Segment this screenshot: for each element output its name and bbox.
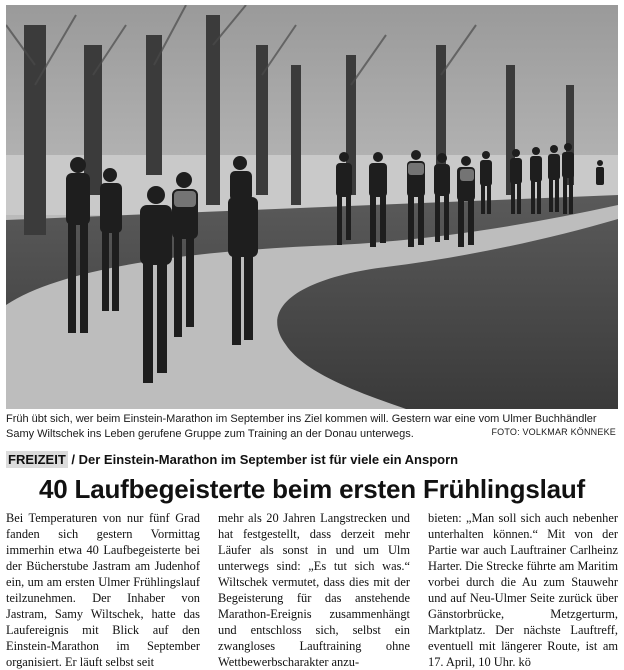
article-column-3: bieten: „Man soll sich auch nebenher unterhalten können.“ Mit von der Partie war auch Lauftrainer Carlheinz Harter. Die Strecke führte am Maritim vorbei durch die Au zum Stauwehr und auf Neu-Ulmer Seite zurück über Gänstorbrücke, Metzgerturm, Marktplatz. Der nächste Lauftreff, eventuell mit längerer Route, ist am 17. April, 10 Uhr. kö [428, 511, 618, 669]
kicker-separator: / [67, 452, 79, 467]
article-column-1: Bei Temperaturen von nur fünf Grad fanden sich gestern Vormittag immerhin etwa 40 Laufbegeisterte bei der Bücherstube Jastram am Judenhof ein, um am ersten Ulmer Frühlingslauf teilzunehmen. Der Inhaber von Jastram, Samy Wiltschek, hatte das Laufereignis mit Blick auf den Einstein-Marathon im September organisiert. Er läuft selbst seit [6, 511, 200, 669]
section-label: FREIZEIT [8, 452, 66, 467]
photo-caption: Früh übt sich, wer beim Einstein-Marathon im September ins Ziel kommen will. Gestern war eine vom Ulmer Buchhändler Samy Wiltschek ins Leben gerufene Gruppe zum Training an der Donau unterwegs. [6, 413, 597, 440]
photo-credit: FOTO: VOLKMAR KÖNNEKE [491, 427, 616, 437]
article-headline: 40 Laufbegeisterte beim ersten Frühlingslauf [39, 474, 585, 504]
kicker-text: Der Einstein-Marathon im September ist für viele ein Ansporn [78, 452, 459, 467]
article-column-2: mehr als 20 Jahren Langstrecken und hat festgestellt, dass derzeit mehr Läufer als sonst in und um Ulm unterwegs sind: „Es tut sich was.“ Wiltschek vermutet, dass dies mit der Begeisterung für das anstehende Marathon-Ereignis zusammenhängt und entschloss sich, selbst ein zwangloses Lauftraining ohne Wettbewerbscharakter anzu- [218, 511, 410, 669]
news-photo-runners [6, 5, 618, 409]
article-kicker [6, 452, 618, 467]
